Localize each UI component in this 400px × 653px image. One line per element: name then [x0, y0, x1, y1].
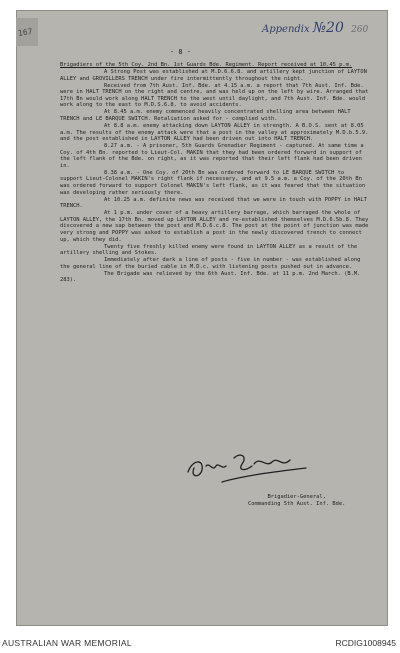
paragraph: Brigadiers of the 5th Coy. 2nd Bn. 1st Guards Bde. Regiment. Report received at 10.45 p.m. — [60, 62, 353, 68]
paragraph: Immediately after dark a line of posts - five in number - was established along the general line of the buried cable in M.D.c. with listening posts pushed out in advance. — [60, 257, 364, 270]
appendix-number: №20 — [312, 20, 344, 36]
corner-number: 167 — [17, 27, 34, 38]
paragraph: 8.38 a.m. - One Coy. of 20th Bn was ordered forward to LE BARQUE SWITCH to support Lieut-Colonel MAKIN's right flank if necessary, and at 9.5 a.m. a Coy. of the 20th Bn was ordered forward to support Colonel MAKIN's left flank, as it was feared that the situation was developing rather seriously there. — [60, 169, 369, 196]
paragraph: At 8.45 a.m. enemy commenced heavily concentrated shelling area between HALT TRENCH and LE BARQUE SWITCH. Retaliation asked for - complied with. — [60, 109, 354, 122]
archive-reference: RCDIG1008945 — [335, 638, 396, 648]
paragraph: Received from 7th Aust. Inf. Bde. at 4.15 a.m. a report that 7th Aust. Inf. Bde. were in HALT TRENCH on the right and centre, and was held up on the left by wire. Arranged that 17th Bn would work along HALT TRENCH to the west until daylight, and 7th Aust. Inf. Bde. would work along to the east to M.D.S.6.8. to avoid accidents. — [60, 82, 372, 109]
archive-credit: AUSTRALIAN WAR MEMORIAL — [2, 638, 132, 648]
paragraph: Twenty five freshly killed enemy were found in LAYTON ALLEY as a result of the artillery shelling and Stokes. — [60, 243, 361, 257]
paragraph: 8.27 a.m. - A prisoner, 5th Guards Grenadier Regiment - captured. At same time a Coy. of 4th Bn. reported to Lieut-Col. MAKIN that they had been ordered forward in support of the left flank of the Bde. on right, as it was reported that their left flank had been driven in. — [60, 143, 367, 169]
appendix-label: Appendix — [262, 24, 310, 35]
signatory-title: Brigadier-General, — [267, 494, 326, 500]
appendix-annotation — [262, 20, 368, 36]
paragraph: The Brigade was relieved by the 6th Aust. Inf. Bde. at 11 p.m. 2nd March. (B.M. 283). — [60, 270, 364, 284]
signature-block — [248, 494, 345, 508]
signatory-unit: Commanding 5th Aust. Inf. Bde. — [248, 501, 346, 507]
document-body — [60, 62, 370, 284]
paragraph: At 10.25 a.m. definite news was received that we were in touch with POPPY in HALT TRENCH. — [60, 196, 371, 210]
paragraph: A Strong Post was established at M.D.6.6.8. and artillery kept junction of LAYTON ALLEY and GROVILLERS TRENCH under fire intermittently throughout the night. — [60, 68, 371, 82]
appendix-faint-number: 260 — [351, 25, 369, 35]
page-number: - 8 - — [170, 48, 192, 56]
handwritten-signature — [182, 442, 312, 488]
paragraph: At 8.8 a.m. enemy attacking down LAYTON ALLEY in strength. A B.O.S. sent at 8.05 a.m. The results of the enemy attack were that a post in the valley at approximately M.D.b.5.9. and the post established in LAYTON ALLEY had been driven out into HALT TRENCH. — [60, 122, 372, 143]
paragraph: At 1 p.m. under cover of a heavy artillery barrage, which barraged the whole of LAYTON ALLEY, the 17th Bn. moved up LAYTON ALLEY and re-established themselves M.D.6.5b.8. They discovered a new sap between the post and M.D.6.c.8. The post at the point of junction was made very strong and POPPY was asked to establish a post in the newly discovered trench to connect up, which they did. — [60, 210, 372, 243]
